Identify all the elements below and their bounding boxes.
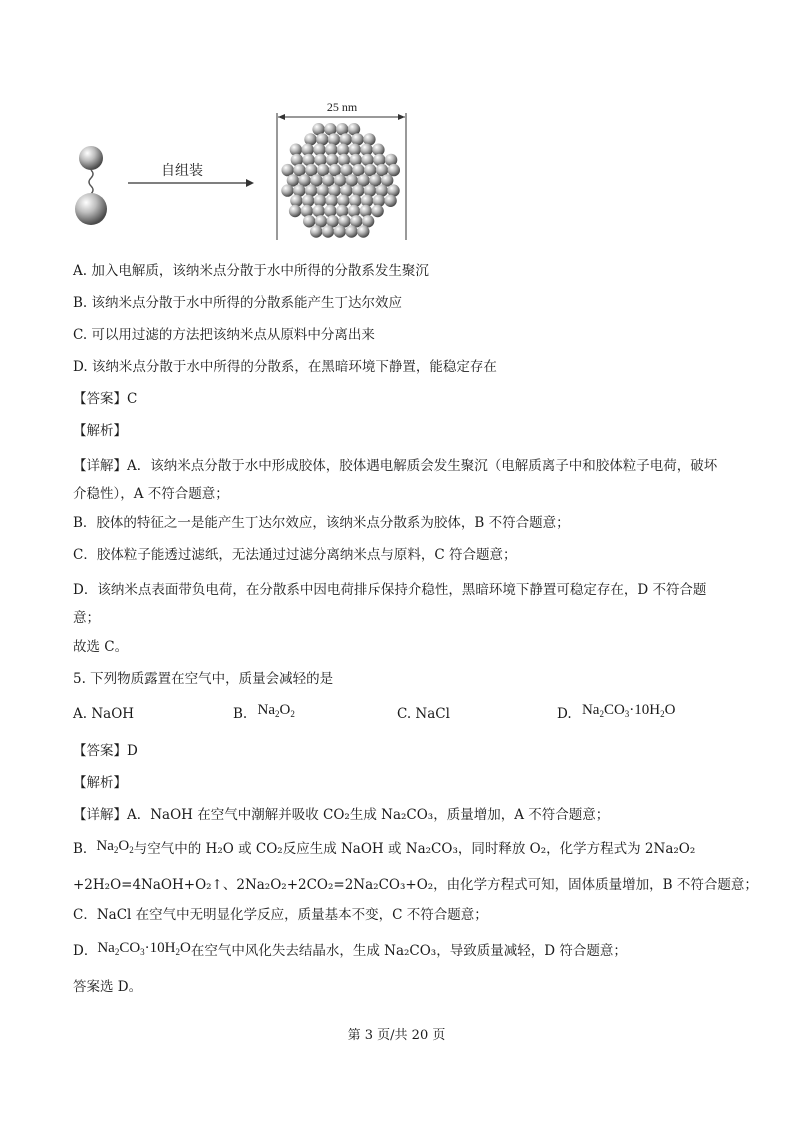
q4-answer: 【答案】C	[73, 391, 138, 407]
nanoparticle	[303, 215, 315, 227]
q5-option-d	[557, 702, 676, 723]
arrow-label: 自组装	[161, 163, 203, 179]
q5-detail-b	[73, 840, 695, 862]
nanoparticle	[310, 225, 322, 237]
q4-detail-d: D．该纳米点表面带负电荷，在分散系中因电荷排斥保持介稳性，黑暗环境下静置可稳定存在，D 不符合题意；	[73, 582, 707, 626]
q5-detail-d-prefix: D．	[73, 943, 98, 959]
dimension-label: 25 nm	[326, 100, 358, 114]
q5-stem: 5. 下列物质露置在空气中，质量会减轻的是	[73, 671, 334, 687]
q4-option-d: D. 该纳米点分散于水中所得的分散系，在黑暗环境下静置，能稳定存在	[73, 359, 497, 375]
q4-detail-a: 【详解】A．该纳米点分散于水中形成胶体，胶体遇电解质会发生聚沉（电解质离子中和胶体粒子电荷，破坏介稳性），A 不符合题意；	[73, 458, 718, 502]
q4-option-b: B. 该纳米点分散于水中所得的分散系能产生丁达尔效应	[73, 295, 403, 311]
q4-option-c: C. 可以用过滤的方法把该纳米点从原料中分离出来	[73, 327, 375, 343]
q4-conclusion: 故选 C。	[73, 639, 129, 655]
q4-option-a: A. 加入电解质，该纳米点分散于水中所得的分散系发生聚沉	[73, 263, 429, 279]
nanoparticle	[322, 225, 334, 237]
assembly-arrow	[128, 179, 254, 187]
nanoparticle	[388, 164, 400, 176]
nanoparticle	[313, 205, 325, 217]
nanoparticle	[360, 205, 372, 217]
q4-detail-c: C．胶体粒子能透过滤纸，无法通过过滤分离纳米点与原料，C 符合题意；	[73, 547, 517, 563]
nanoparticle	[324, 205, 336, 217]
na2co3-hydrate-inline-formula: $Na_2CO_3\cdot 10H_2O$	[97, 940, 191, 957]
page-footer: 第 3 页/共 20 页	[347, 1028, 446, 1043]
q5-detail-b-rest: 与空气中的 H₂O 或 CO₂反应生成 NaOH 或 Na₂CO₃，同时释放 O₂，化学方程式为 2Na₂O₂	[133, 841, 696, 857]
q5-detail-c: C．NaCl 在空气中无明显化学反应，质量基本不变，C 不符合题意；	[73, 907, 488, 923]
nanoparticle	[357, 225, 369, 237]
q4-analysis-label: 【解析】	[73, 423, 127, 439]
nanoparticle	[334, 225, 346, 237]
nanoparticle	[345, 225, 357, 237]
self-assembly-figure	[60, 95, 420, 245]
q5-detail-b-prefix: B．	[73, 841, 97, 857]
q5-option-b-letter: B.	[233, 706, 248, 722]
q5-answer: 【答案】D	[73, 743, 138, 759]
q5-detail-d-rest: 在空气中风化失去结晶水，生成 Na₂CO₃，导致质量减轻，D 符合题意；	[190, 943, 627, 959]
q5-detail-d	[73, 942, 627, 964]
nanoparticle	[371, 205, 383, 217]
nanoparticle	[281, 184, 293, 196]
q5-conclusion: 答案选 D。	[73, 979, 143, 995]
na2co3-hydrate-formula: $Na_2CO_3\cdot 10H_2O$	[581, 702, 676, 719]
q5-detail-b-line2: +2H₂O=4NaOH+O₂↑、2Na₂O₂+2CO₂=2Na₂CO₃+O₂，由化学方程式可知，固体质量增加，B 不符合题意；	[73, 877, 758, 893]
na2o2-inline-formula: $Na_2O_2$	[96, 838, 134, 855]
q4-detail-b: B．胶体的特征之一是能产生丁达尔效应，该纳米点分散系为胶体，B 不符合题意；	[73, 515, 570, 531]
nanoparticle	[289, 205, 301, 217]
q5-option-b	[233, 702, 295, 723]
q5-option-a: A. NaOH	[73, 706, 135, 722]
nanoparticle	[301, 205, 313, 217]
na2o2-formula: $Na_2O_2$	[257, 702, 295, 719]
nanoparticle	[336, 205, 348, 217]
q5-option-c: C. NaCl	[397, 706, 450, 722]
q5-analysis-label: 【解析】	[73, 775, 127, 791]
molecule-icon	[75, 146, 107, 225]
q5-option-d-letter: D.	[557, 706, 572, 722]
nanosphere-cluster	[281, 123, 400, 238]
nanoparticle	[348, 205, 360, 217]
q5-detail-a: 【详解】A．NaOH 在空气中潮解并吸收 CO₂生成 Na₂CO₃，质量增加，A 不符合题意；	[73, 807, 610, 823]
nanoparticle	[384, 195, 396, 207]
